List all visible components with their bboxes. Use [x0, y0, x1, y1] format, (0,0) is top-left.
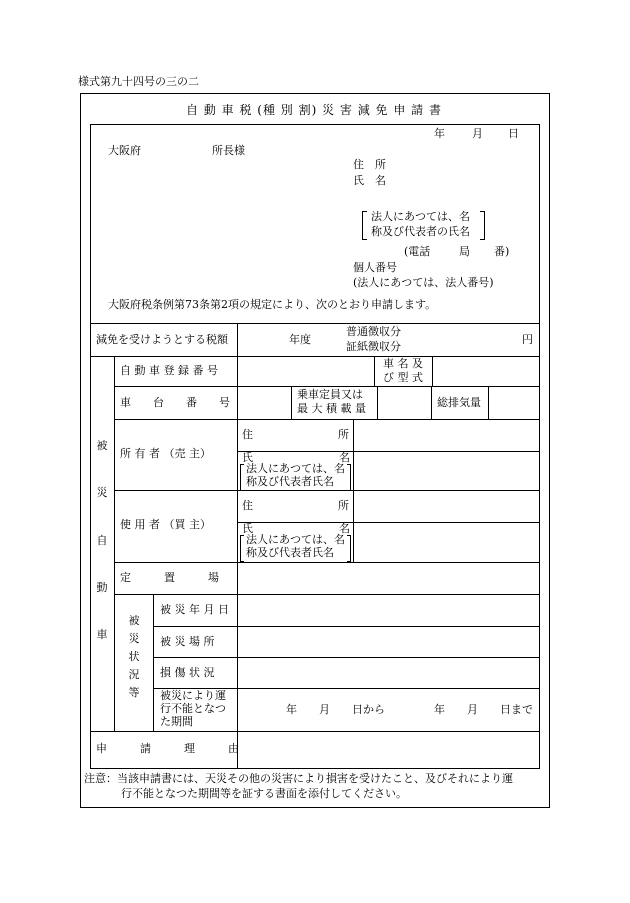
damage-place-label: 被 災 場 所 — [160, 635, 215, 648]
vehicle-section-char-5: 車 — [96, 628, 108, 641]
table-border-bottom — [90, 768, 540, 769]
phone-number-label: 番) — [494, 245, 510, 258]
owner-bracket-right — [347, 464, 351, 491]
owner-bracket-left — [240, 464, 244, 491]
rule-owner-mid — [237, 451, 540, 452]
owner-address-label-1: 住 — [242, 428, 253, 441]
owner-name-label-2: 名 — [339, 451, 350, 464]
bracket-left — [362, 211, 367, 240]
storage-location-label: 定 置 場 — [120, 571, 219, 584]
corp-note-line-1: 法人にあつては、名 — [371, 210, 470, 223]
table-border-top — [90, 124, 540, 125]
personal-number-label: 個人番号 — [353, 261, 397, 274]
vrule-user-value — [353, 490, 354, 563]
rule-reg-bottom — [114, 386, 540, 387]
date-month-label: 月 — [472, 127, 483, 140]
application-statement: 大阪府税条例第73条第2項の規定により、次のとおり申請します。 — [108, 298, 437, 311]
owner-corp-note-1: 法人にあつては、名 — [246, 462, 345, 475]
addressee-prefecture: 大阪府 — [108, 144, 141, 157]
vrule-model-left — [374, 356, 375, 387]
vrule-label-col — [237, 323, 238, 769]
addressee-office: 所長様 — [212, 144, 245, 157]
rule-damage-date-bottom — [153, 626, 540, 627]
rule-owner-bottom — [114, 490, 540, 491]
outer-frame-right — [549, 93, 550, 808]
normal-levy-label: 普通徴収分 — [346, 325, 401, 338]
user-address-label-1: 住 — [242, 499, 253, 512]
tax-amount-label: 減免を受けようとする税額 — [96, 333, 228, 346]
period-from-label: 年 月 日から — [286, 703, 385, 716]
registration-number-label: 自 動 車 登 録 番 号 — [120, 364, 218, 377]
phone-exchange-label: 局 — [459, 245, 470, 258]
outer-frame-bottom — [80, 807, 550, 808]
table-border-right — [539, 124, 540, 769]
owner-corp-note-2: 称及び代表者氏名 — [246, 475, 334, 488]
vrule-model-right — [432, 356, 433, 387]
user-bracket-right — [347, 535, 351, 562]
damage-section-char-5: 等 — [128, 686, 140, 699]
fiscal-year-label: 年度 — [289, 333, 311, 346]
user-name-label-2: 名 — [339, 522, 350, 535]
user-bracket-left — [240, 535, 244, 562]
vehicle-section-char-2: 災 — [96, 486, 108, 499]
model-label-line-2: び 型 式 — [383, 371, 423, 384]
user-corp-note-1: 法人にあつては、名 — [246, 533, 345, 546]
corporate-number-note: (法人にあつては、法人番号) — [353, 276, 494, 289]
vrule-owner-value — [353, 419, 354, 491]
applicant-name-label: 氏 名 — [353, 174, 386, 187]
rule-amount-top — [90, 323, 540, 324]
yen-label: 円 — [522, 333, 533, 346]
vrule-vehicle-col — [114, 356, 115, 732]
period-to-label: 年 月 日まで — [434, 703, 533, 716]
rule-vehicle-bottom — [90, 731, 540, 732]
chassis-number-label: 車 台 番 号 — [120, 396, 230, 409]
vrule-displacement-left — [431, 386, 432, 420]
vehicle-section-char-4: 動 — [96, 581, 108, 594]
stamp-levy-label: 証紙徴収分 — [346, 340, 401, 353]
outer-frame-left — [80, 93, 81, 808]
date-year-label: 年 — [434, 127, 445, 140]
owner-address-label-2: 所 — [338, 428, 349, 441]
owner-name-label-1: 氏 — [242, 451, 253, 464]
date-day-label: 日 — [508, 127, 519, 140]
rule-damage-place-bottom — [153, 657, 540, 658]
inoperable-period-label-1: 被災により運 — [160, 689, 226, 702]
rule-storage-bottom — [114, 594, 540, 595]
user-label: 使 用 者 （買 主） — [120, 518, 211, 531]
vrule-damage-col — [153, 594, 154, 732]
note-line-2: 行不能となつた期間等を証する書面を添付してください。 — [121, 787, 407, 800]
inoperable-period-label-2: 行不能となつ — [160, 702, 226, 715]
rule-amount-bottom — [90, 356, 540, 357]
rule-user-mid — [237, 522, 540, 523]
note-line-1: 注意：当該申請書には、天災その他の災害により損害を受けたこと、及びそれにより運 — [84, 772, 513, 785]
inoperable-period-label-3: た期間 — [160, 715, 193, 728]
displacement-label: 総排気量 — [437, 396, 481, 409]
model-label-line-1: 車 名 及 — [383, 357, 423, 370]
user-name-label-1: 氏 — [242, 522, 253, 535]
capacity-label-line-1: 乗車定員又は — [297, 388, 363, 401]
vrule-capacity-right — [377, 386, 378, 420]
damage-section-char-2: 災 — [128, 632, 140, 645]
applicant-address-label: 住 所 — [353, 158, 386, 171]
rule-user-bottom — [114, 562, 540, 563]
phone-label: (電話 — [404, 245, 431, 258]
vehicle-section-char-3: 自 — [96, 534, 108, 547]
damage-section-char-1: 被 — [128, 614, 140, 627]
damage-section-char-3: 状 — [128, 650, 140, 663]
damage-condition-label: 損 傷 状 況 — [160, 666, 215, 679]
table-border-left — [90, 124, 91, 769]
owner-label: 所 有 者 （売 主） — [120, 447, 211, 460]
corp-note-line-2: 称及び代表者の氏名 — [371, 225, 470, 238]
bracket-right — [480, 211, 485, 240]
damage-date-label: 被 災 年 月 日 — [160, 603, 229, 616]
damage-section-char-4: 況 — [128, 668, 140, 681]
vrule-displacement-right — [488, 386, 489, 420]
rule-chassis-bottom — [114, 419, 540, 420]
form-number: 様式第九十四号の三の二 — [78, 75, 199, 88]
user-address-label-2: 所 — [338, 499, 349, 512]
vrule-capacity-left — [291, 386, 292, 420]
outer-frame-top — [80, 93, 550, 94]
vehicle-section-char-1: 被 — [96, 439, 108, 452]
form-title: 自 動 車 税 (種 別 割) 災 害 減 免 申 請 書 — [186, 103, 442, 117]
capacity-label-line-2: 最 大 積 載 量 — [297, 402, 366, 415]
user-corp-note-2: 称及び代表者氏名 — [246, 546, 334, 559]
application-reason-label: 申 請 理 由 — [96, 742, 239, 755]
